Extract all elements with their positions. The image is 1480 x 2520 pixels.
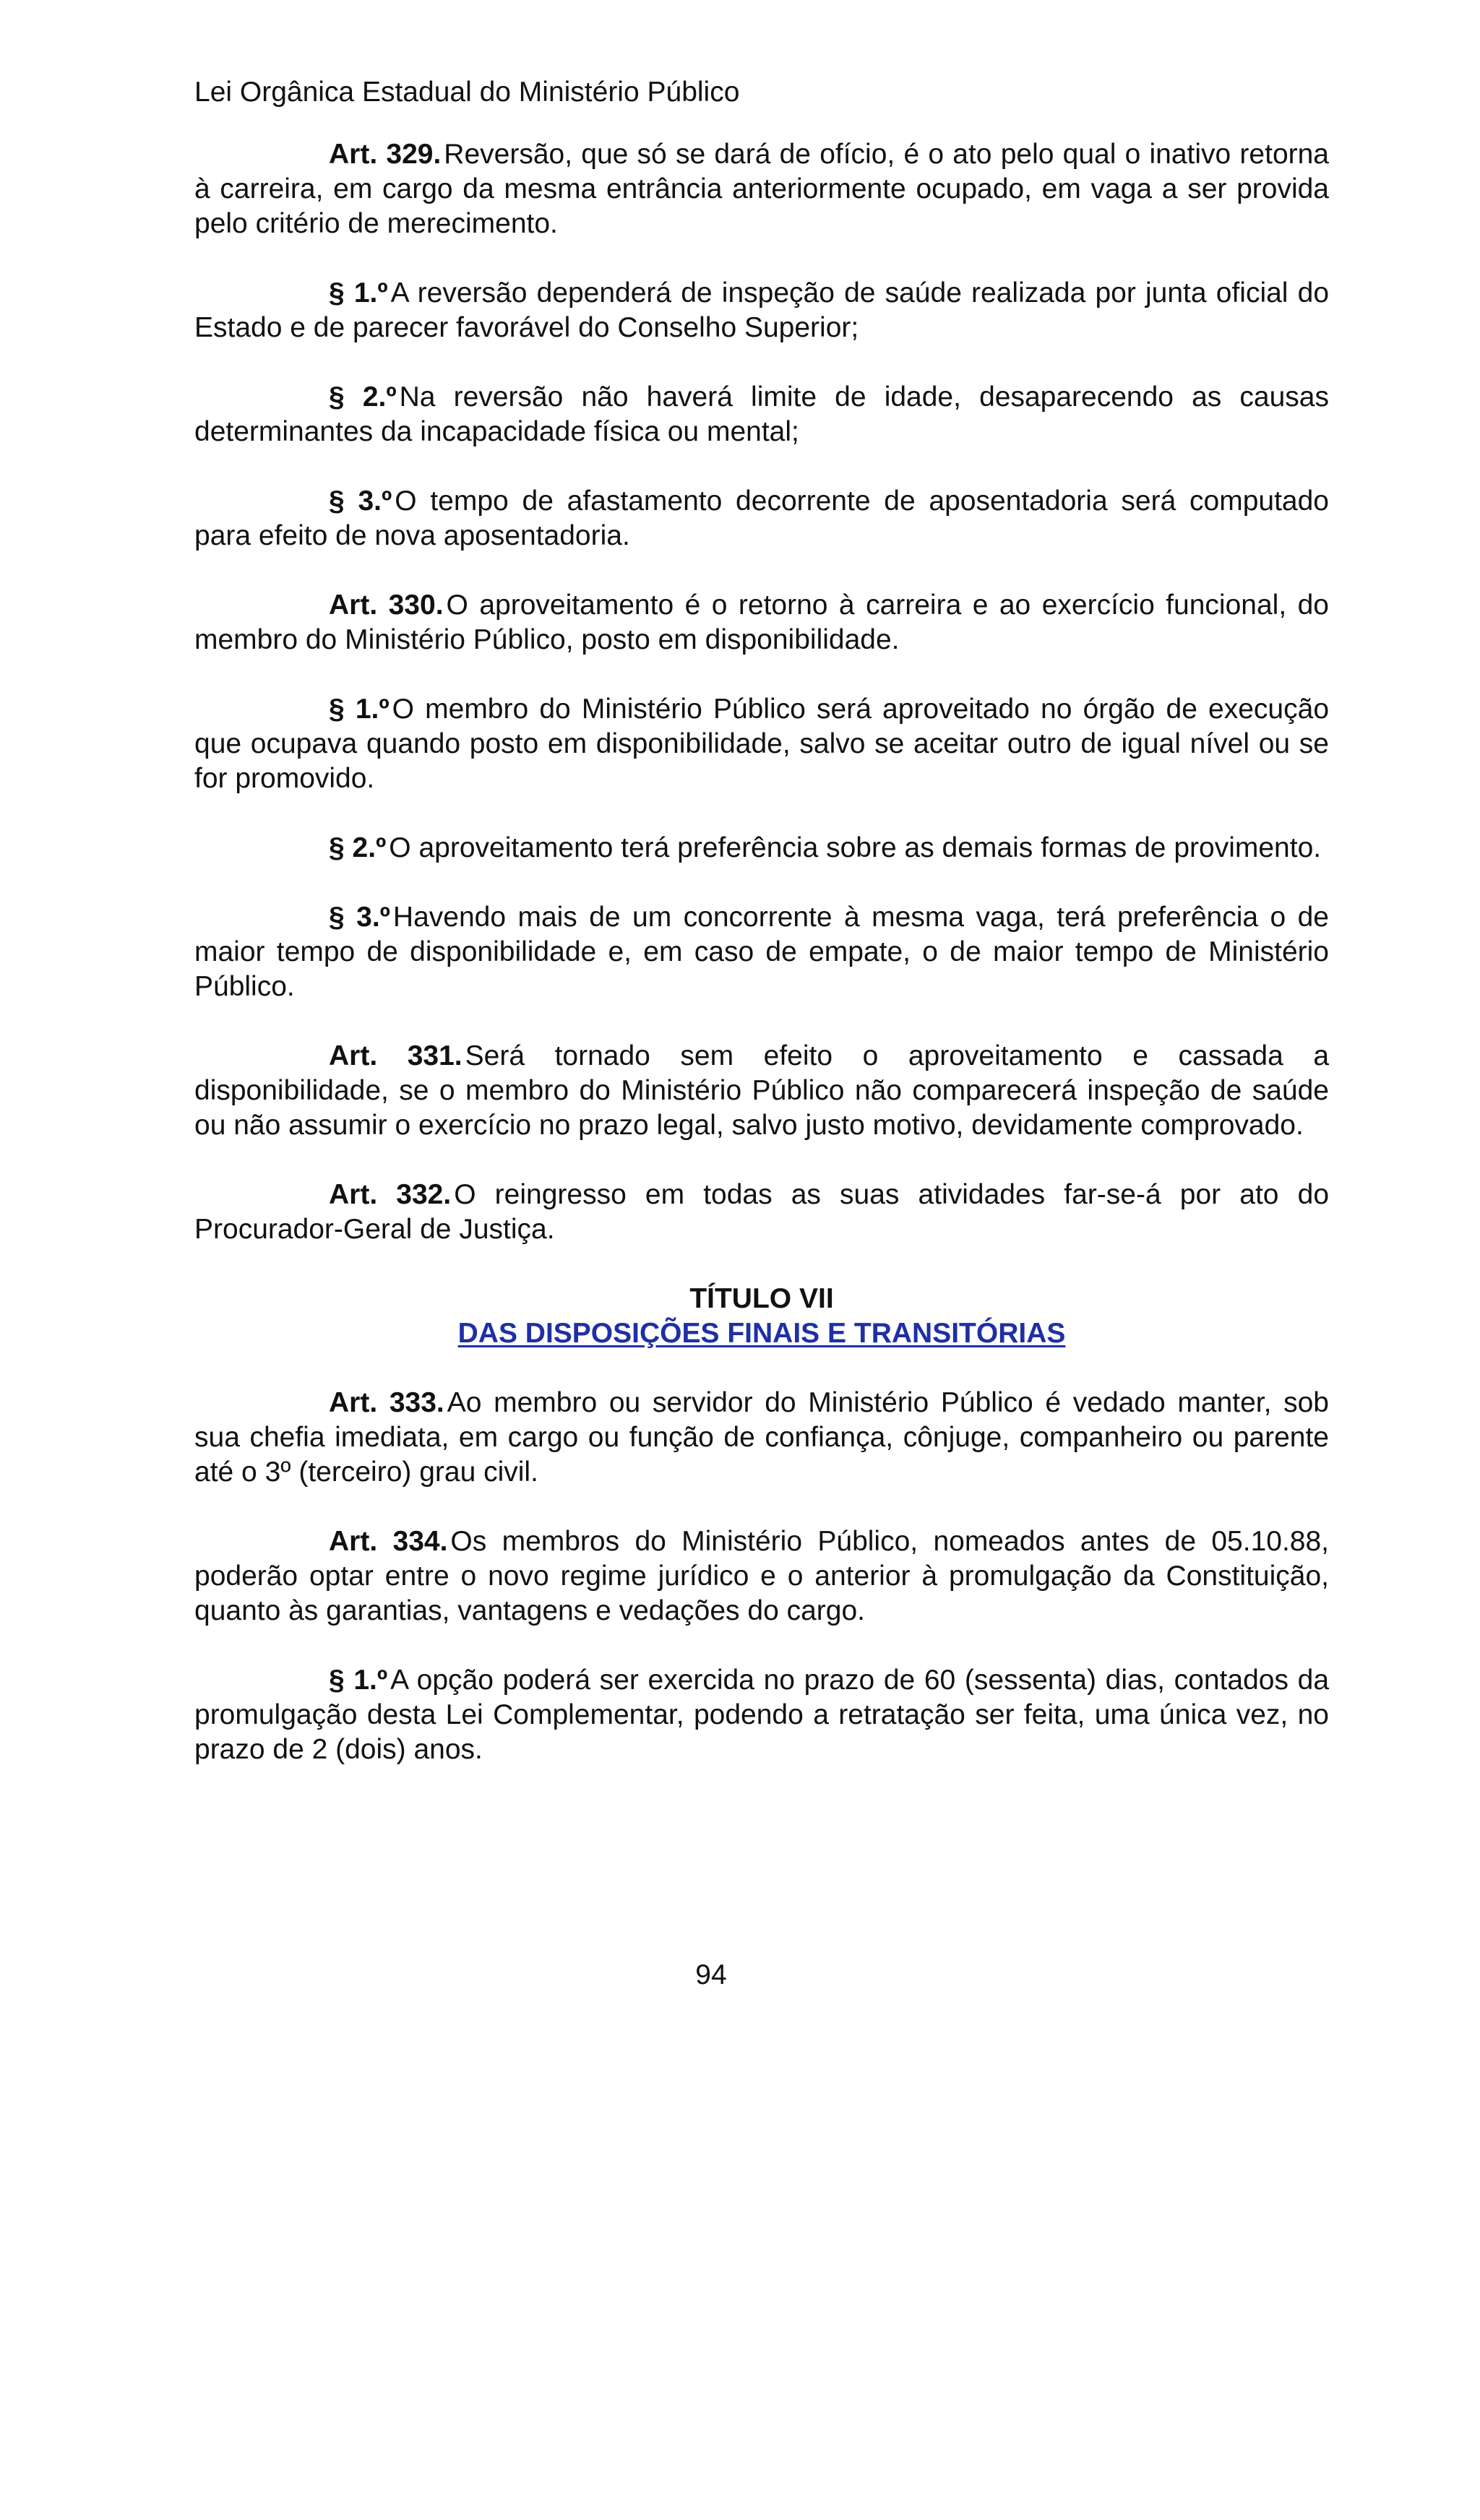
paragraph-text: O aproveitamento terá preferência sobre as demais formas de provimento. <box>389 832 1322 863</box>
article-number: Art. 330. <box>329 590 444 621</box>
art-334-paragraph-1 <box>194 1663 1329 1767</box>
art-329-paragraph-3 <box>194 484 1329 553</box>
article-number: Art. 329. <box>329 139 442 170</box>
art-330-paragraph-1 <box>194 692 1329 796</box>
article-text: Ao membro ou servidor do Ministério Público é vedado manter, sob sua chefia imediata, em cargo ou função de confiança, cônjuge, companheiro ou parente até o 3º (terceiro) grau civil. <box>194 1387 1329 1488</box>
paragraph-text: O tempo de afastamento decorrente de aposentadoria será computado para efeito de nova aposentadoria. <box>194 486 1330 551</box>
paragraph-number: § 3.º <box>329 902 390 933</box>
article-text: Os membros do Ministério Público, nomeados antes de 05.10.88, poderão optar entre o novo regime jurídico e o anterior à promulgação da Constituição, quanto às garantias, vantagens e vedações do cargo. <box>194 1526 1330 1626</box>
paragraph-number: § 1.º <box>329 694 390 725</box>
paragraph-text: A opção poderá ser exercida no prazo de 60 (sessenta) dias, contados da promulgação desta Lei Complementar, podendo a retratação ser feita, uma única vez, no prazo de 2 (dois) anos. <box>194 1665 1330 1765</box>
paragraph-text: Na reversão não haverá limite de idade, desaparecendo as causas determinantes da incapacidade física ou mental; <box>194 381 1329 447</box>
running-header: Lei Orgânica Estadual do Ministério Público <box>194 77 740 108</box>
paragraph-number: § 2.º <box>329 832 387 863</box>
paragraph-number: § 2.º <box>329 381 397 413</box>
art-329-paragraph-1 <box>194 276 1329 345</box>
paragraph-text: A reversão dependerá de inspeção de saúde realizada por junta oficial do Estado e de parecer favorável do Conselho Superior; <box>194 277 1330 343</box>
article-330 <box>194 588 1329 657</box>
article-332 <box>194 1178 1329 1247</box>
article-number: Art. 331. <box>329 1040 462 1071</box>
art-329-paragraph-2 <box>194 380 1329 449</box>
article-329 <box>194 137 1329 241</box>
article-333 <box>194 1386 1329 1490</box>
section-heading <box>194 1282 1329 1351</box>
section-subtitle: DAS DISPOSIÇÕES FINAIS E TRANSITÓRIAS <box>457 1318 1066 1349</box>
article-number: Art. 333. <box>329 1387 444 1418</box>
article-text: Reversão, que só se dará de ofício, é o ato pelo qual o inativo retorna à carreira, em cargo da mesma entrância anteriormente ocupado, em vaga a ser provida pelo critério de merecimento. <box>194 139 1330 239</box>
paragraph-number: § 3.º <box>329 486 392 517</box>
page-number: 94 <box>695 1959 727 1990</box>
article-number: Art. 334. <box>329 1526 448 1557</box>
document-body <box>194 137 1329 1802</box>
article-number: Art. 332. <box>329 1179 452 1210</box>
article-334 <box>194 1524 1329 1628</box>
article-text: O aproveitamento é o retorno à carreira e ao exercício funcional, do membro do Ministério Público, posto em disponibilidade. <box>194 590 1329 655</box>
paragraph-text: Havendo mais de um concorrente à mesma vaga, terá preferência o de maior tempo de disponibilidade e, em caso de empate, o de maior tempo de Ministério Público. <box>194 902 1329 1002</box>
section-title: TÍTULO VII <box>689 1283 834 1314</box>
article-text: O reingresso em todas as suas atividades far-se-á por ato do Procurador-Geral de Justiça. <box>194 1179 1330 1245</box>
art-330-paragraph-2 <box>194 831 1329 866</box>
art-330-paragraph-3 <box>194 900 1329 1004</box>
paragraph-text: O membro do Ministério Público será aproveitado no órgão de execução que ocupava quando posto em disponibilidade, salvo se aceitar outro de igual nível ou se for promovido. <box>194 694 1330 794</box>
paragraph-number: § 1.º <box>329 277 388 308</box>
article-text: Será tornado sem efeito o aproveitamento e cassada a disponibilidade, se o membro do Ministério Público não comparecerá inspeção de saúde ou não assumir o exercício no prazo legal, salvo justo motivo, devidamente comprovado. <box>194 1040 1330 1141</box>
article-331 <box>194 1039 1329 1143</box>
paragraph-number: § 1.º <box>329 1665 388 1696</box>
